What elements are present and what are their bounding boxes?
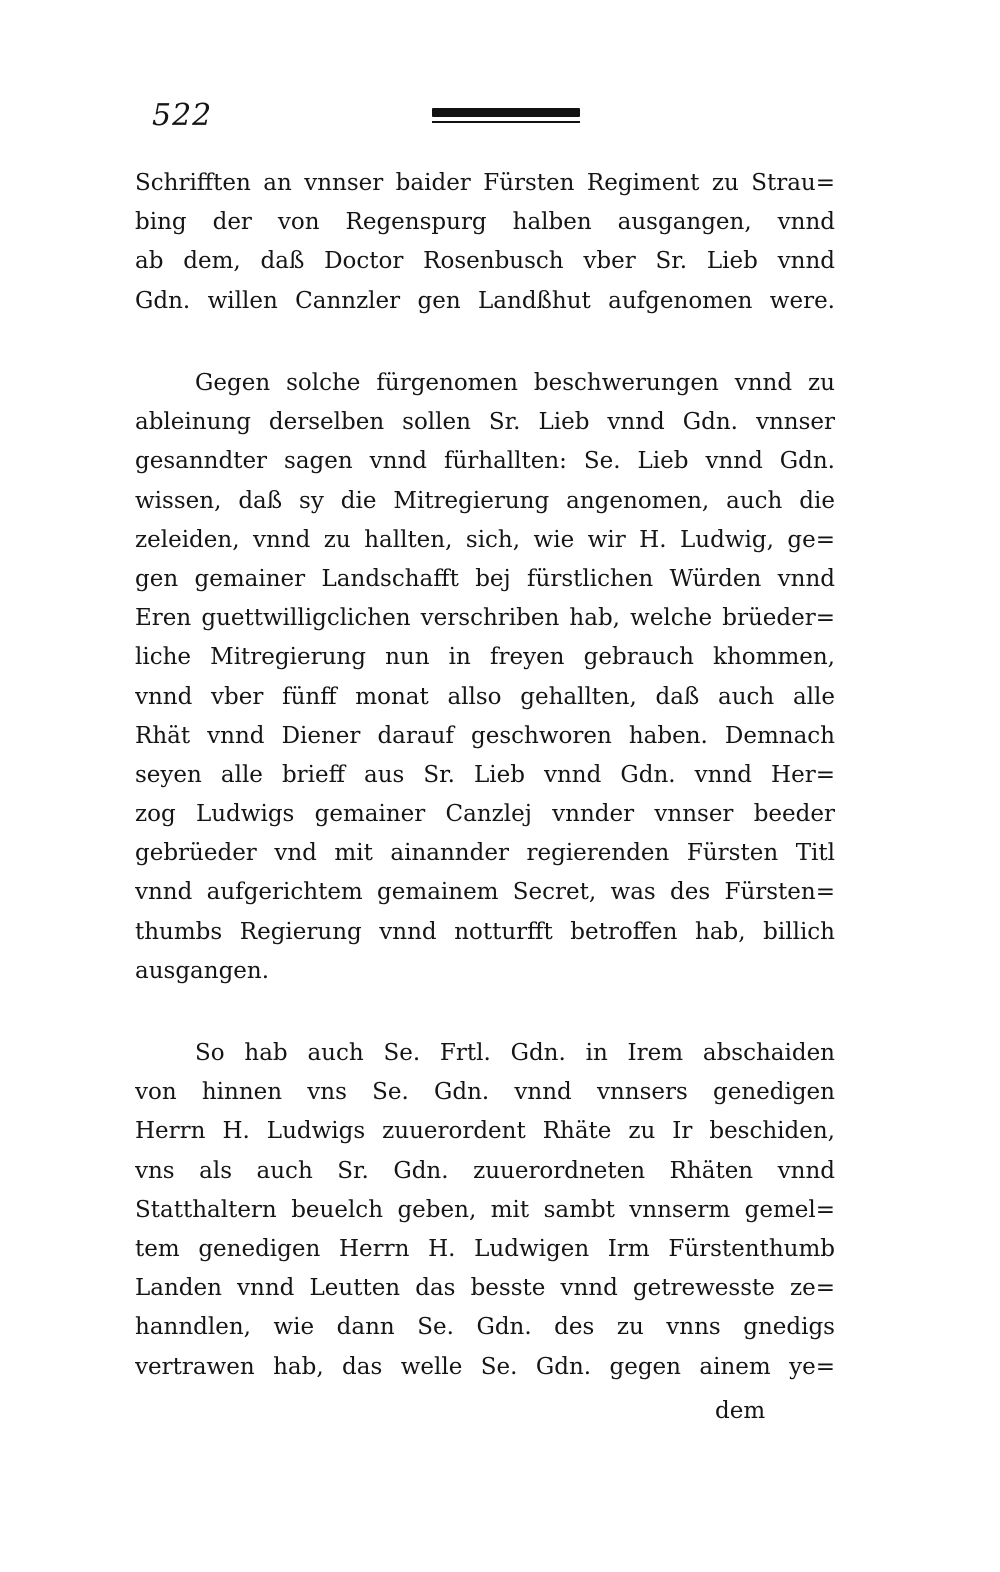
- paragraph-3: [135, 1034, 835, 1387]
- text-line: Schrifften an vnnser baider Fürsten Regiment zu Strau=: [135, 170, 835, 196]
- text-line: ab dem, daß Doctor Rosenbusch vber Sr. Lieb vnnd: [135, 248, 835, 275]
- text-line: zog Ludwigs gemainer Canzlej vnnder vnnser beeder: [135, 801, 835, 828]
- text-line: vns als auch Sr. Gdn. zuuerordneten Rhäten vnnd: [135, 1157, 835, 1184]
- catchword: dem: [715, 1398, 766, 1424]
- text-line: gesanndter sagen vnnd fürhallten: Se. Lieb vnnd Gdn.: [135, 448, 835, 475]
- text-line: So hab auch Se. Frtl. Gdn. in Irem abschaiden: [195, 1040, 835, 1066]
- text-line: seyen alle brieff aus Sr. Lieb vnnd Gdn. vnnd Her=: [135, 761, 835, 788]
- header-ornament-rule: [432, 108, 580, 123]
- text-line: von hinnen vns Se. Gdn. vnnd vnnsers genedigen: [135, 1079, 835, 1106]
- header-rule-thick: [432, 108, 580, 117]
- header-rule-thin: [432, 121, 580, 123]
- paragraph-1: [135, 164, 835, 321]
- text-line: Landen vnnd Leutten das besste vnnd getrewesste ze=: [135, 1275, 835, 1302]
- text-line: zeleiden, vnnd zu hallten, sich, wie wir H. Ludwig, ge=: [135, 526, 835, 553]
- text-line: gen gemainer Landschafft bej fürstlichen Würden vnnd: [135, 565, 835, 592]
- text-line: Statthaltern beuelch geben, mit sambt vnnserm gemel=: [135, 1196, 835, 1223]
- paragraph-2: [135, 364, 835, 991]
- text-line: Rhät vnnd Diener darauf geschworen haben. Demnach: [135, 722, 835, 749]
- text-line: Eren guettwilligclichen verschriben hab, welche brüeder=: [135, 605, 835, 632]
- text-line: vnnd vber fünff monat allso gehallten, daß auch alle: [135, 683, 835, 710]
- page-number: 522: [152, 98, 213, 133]
- text-line: liche Mitregierung nun in freyen gebrauch khommen,: [135, 644, 835, 671]
- text-line: tem genedigen Herrn H. Ludwigen Irm Fürstenthumb: [135, 1235, 835, 1262]
- text-line: gebrüeder vnd mit ainannder regierenden Fürsten Titl: [135, 840, 835, 867]
- text-line: Herrn H. Ludwigs zuuerordent Rhäte zu Ir beschiden,: [135, 1118, 835, 1145]
- text-line: hanndlen, wie dann Se. Gdn. des zu vnns gnedigs: [135, 1314, 835, 1341]
- text-line: ausgangen.: [135, 957, 270, 984]
- text-line: ableinung derselben sollen Sr. Lieb vnnd Gdn. vnnser: [135, 409, 835, 436]
- text-line: bing der von Regenspurg halben ausgangen, vnnd: [135, 209, 835, 236]
- text-line: thumbs Regierung vnnd notturfft betroffen hab, billich: [135, 918, 835, 945]
- text-line: vertrawen hab, das welle Se. Gdn. gegen ainem ye=: [135, 1353, 835, 1380]
- text-line: Gdn. willen Cannzler gen Landßhut aufgenomen were.: [135, 287, 835, 314]
- text-line: vnnd aufgerichtem gemainem Secret, was des Fürsten=: [135, 879, 835, 906]
- text-line: wissen, daß sy die Mitregierung angenomen, auch die: [135, 487, 835, 514]
- text-line: Gegen solche fürgenomen beschwerungen vnnd zu: [195, 370, 835, 396]
